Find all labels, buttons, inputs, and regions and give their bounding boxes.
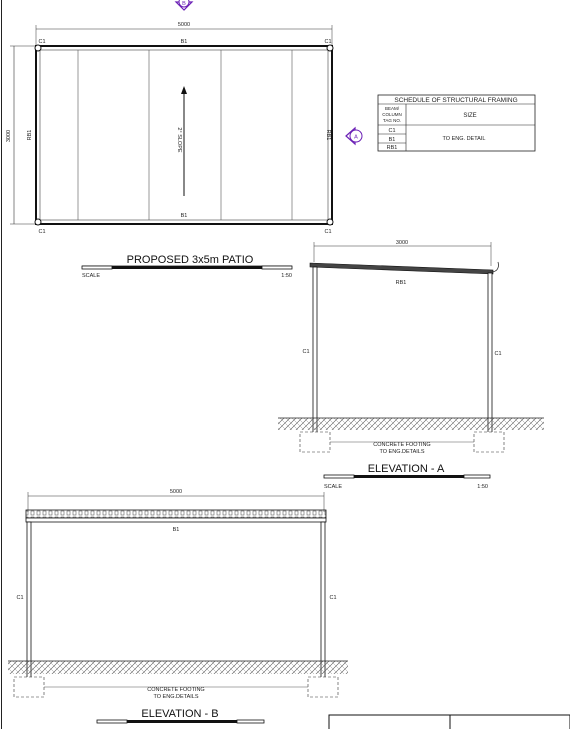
plan-corner-tl: C1 — [38, 39, 46, 45]
schedule-header-col2: SIZE — [463, 113, 477, 119]
sheet-title-block — [329, 715, 570, 729]
schedule-size-value: TO ENG. DETAIL — [442, 136, 486, 142]
plan-slope-label: 2° SLOPE — [176, 127, 182, 153]
elevation-b-dim: 5000 — [169, 489, 183, 495]
elevation-a — [278, 240, 544, 490]
elevation-b-beam: B1 — [172, 527, 180, 533]
elevation-a-footing-line2: TO ENG.DETAILS — [379, 449, 425, 455]
plan-beam-top: B1 — [180, 39, 188, 45]
plan-corner-br: C1 — [324, 229, 332, 235]
framing-schedule-table — [378, 95, 535, 151]
section-marker-b-icon — [176, 0, 192, 10]
slope-arrow-icon — [181, 86, 187, 94]
schedule-header-col1-line1: BEAM/ — [384, 106, 400, 111]
plan-title-block — [82, 254, 292, 279]
schedule-row-b1: B1 — [388, 137, 396, 143]
schedule-header-col1-line3: TAG NO. — [382, 118, 402, 123]
plan-width-dim: 5000 — [177, 22, 191, 28]
schedule-row-rb1: RB1 — [386, 145, 398, 151]
elevation-a-footing-line1: CONCRETE FOOTING — [373, 442, 431, 448]
plan-title: PROPOSED 3x5m PATIO — [126, 254, 254, 266]
elevation-a-dim: 3000 — [395, 240, 409, 246]
elevation-a-col-right: C1 — [494, 351, 502, 357]
schedule-row-c1: C1 — [388, 128, 396, 134]
elevation-b-title: ELEVATION - B — [141, 708, 219, 720]
elevation-b-footing-line1: CONCRETE FOOTING — [147, 687, 205, 693]
schedule-title: SCHEDULE OF STRUCTURAL FRAMING — [394, 97, 518, 104]
elevation-b — [8, 489, 348, 723]
section-marker-b-label: B — [182, 1, 186, 7]
elevation-b-col-right: C1 — [329, 595, 337, 601]
elevation-b-footing-line2: TO ENG.DETAILS — [153, 694, 199, 700]
section-marker-a-label: A — [354, 134, 358, 141]
elevation-a-title: ELEVATION - A — [367, 463, 445, 475]
plan-corner-bl: C1 — [38, 229, 46, 235]
patio-plan — [6, 0, 362, 235]
elevation-a-col-left: C1 — [302, 349, 310, 355]
elevation-a-rafter: RB1 — [395, 280, 407, 286]
plan-corner-tr: C1 — [324, 39, 332, 45]
plan-beam-bottom: B1 — [180, 213, 188, 219]
plan-scale-value: 1:50 — [281, 273, 292, 279]
schedule-header-col1-line2: COLUMN — [382, 112, 402, 117]
elevation-a-scale-label: SCALE — [324, 484, 343, 490]
plan-scale-label: SCALE — [82, 273, 101, 279]
elevation-a-scale-value: 1:50 — [477, 484, 488, 490]
plan-rafter-left: RB1 — [27, 129, 33, 141]
plan-rafter-right: RB1 — [325, 129, 331, 141]
section-marker-a-icon — [346, 128, 362, 144]
plan-depth-dim: 3000 — [6, 129, 12, 143]
elevation-b-col-left: C1 — [16, 595, 24, 601]
